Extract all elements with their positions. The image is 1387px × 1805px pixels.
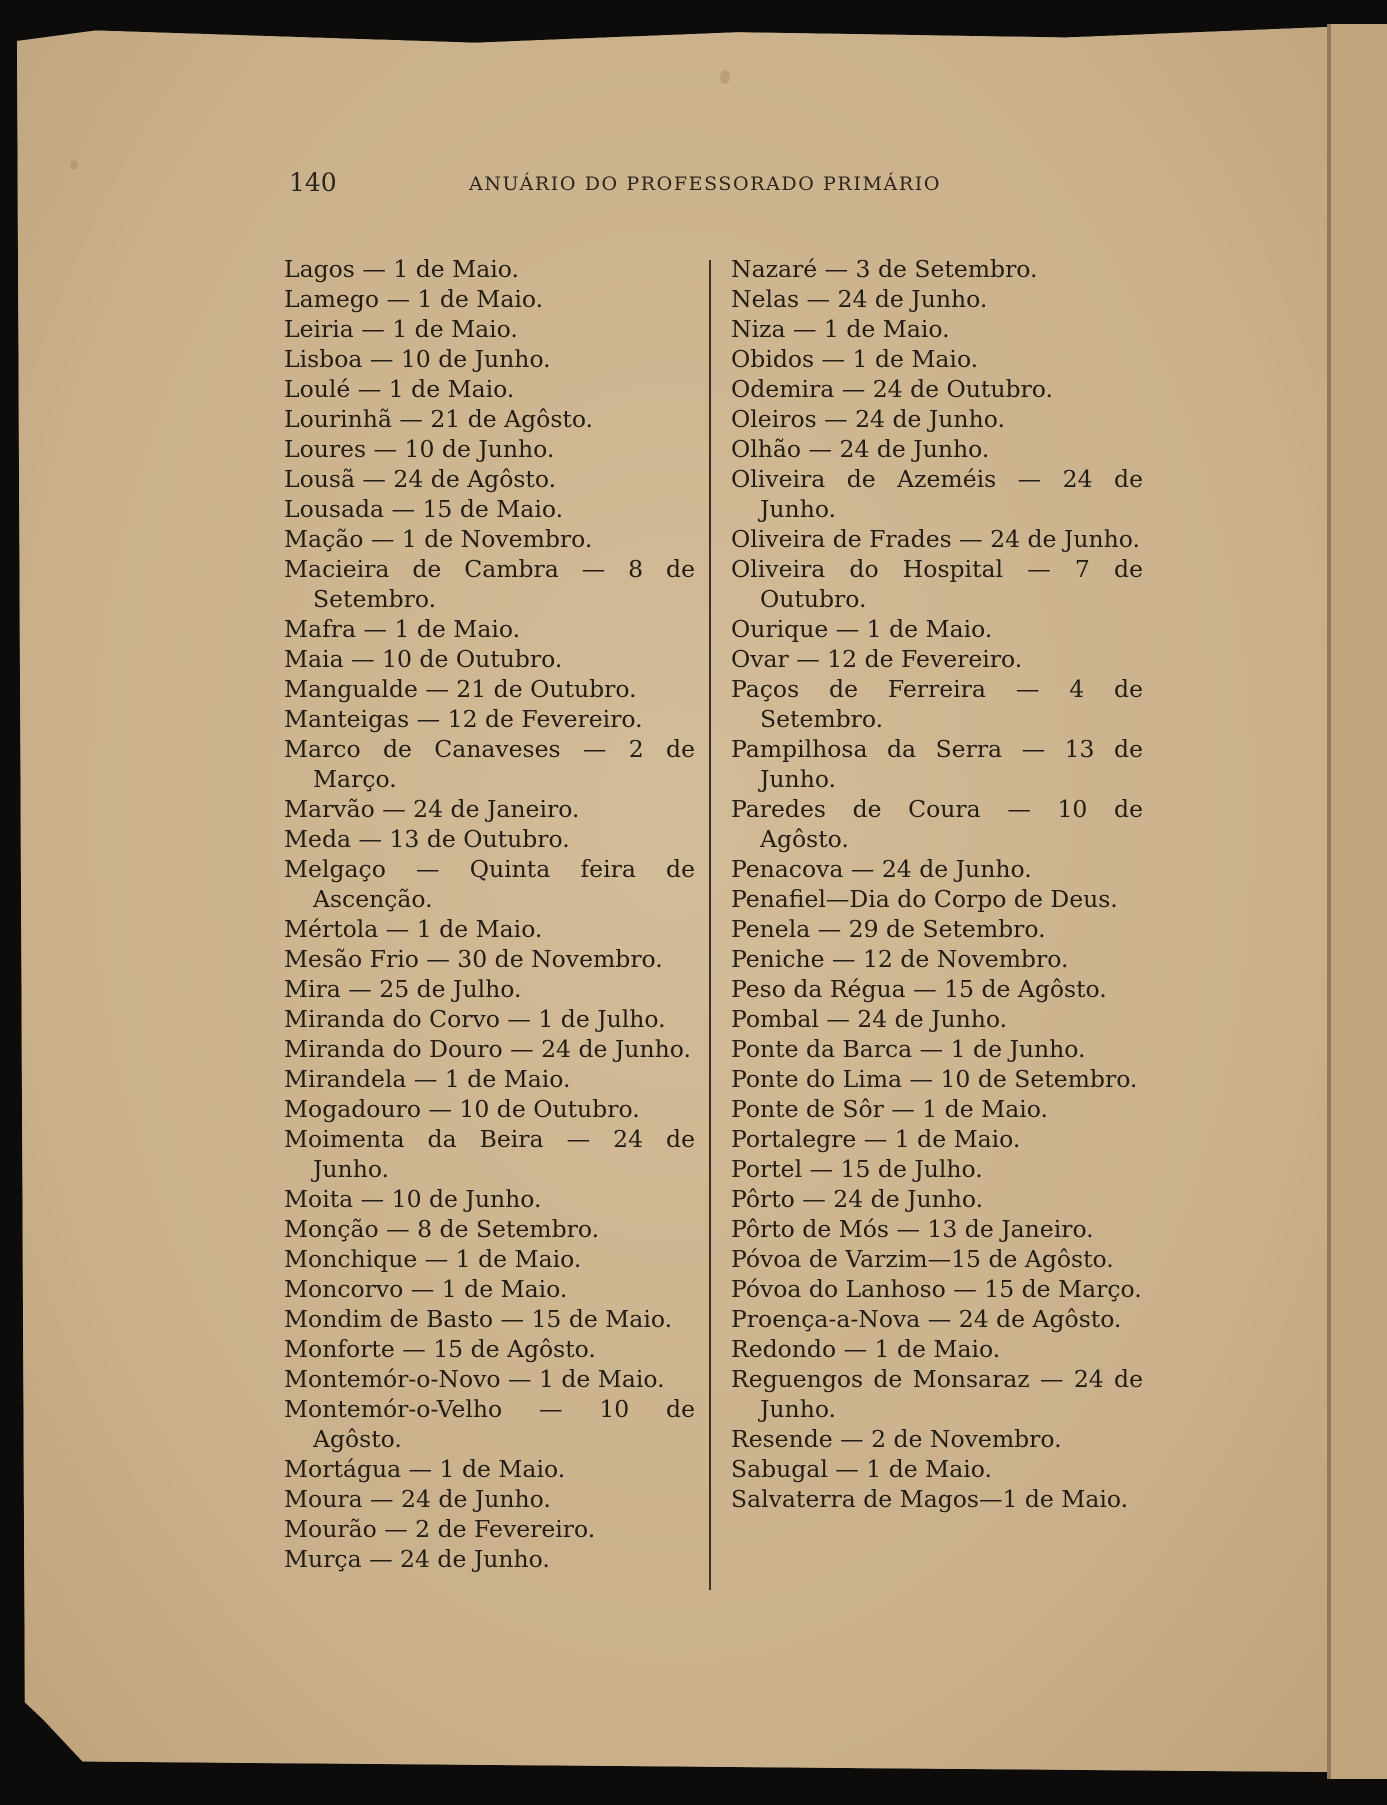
holiday-entry: Melgaço — Quinta feira de Ascenção. bbox=[284, 855, 695, 913]
holiday-entry: Ovar — 12 de Fevereiro. bbox=[731, 645, 1023, 673]
holiday-entry: Mogadouro — 10 de Outubro. bbox=[284, 1095, 640, 1123]
holiday-entry: Lousada — 15 de Maio. bbox=[284, 495, 564, 523]
holiday-entry: Lagos — 1 de Maio. bbox=[284, 255, 519, 283]
holiday-entry: Oliveira de Azeméis — 24 de Junho. bbox=[731, 465, 1143, 523]
holiday-entry: Mirandela — 1 de Maio. bbox=[284, 1065, 571, 1093]
running-title: ANUÁRIO DO PROFESSORADO PRIMÁRIO bbox=[469, 173, 942, 195]
holiday-entry: Ourique — 1 de Maio. bbox=[731, 615, 993, 643]
holiday-entry: Nelas — 24 de Junho. bbox=[731, 285, 988, 313]
holiday-entry: Murça — 24 de Junho. bbox=[284, 1545, 550, 1573]
holiday-entry: Monção — 8 de Setembro. bbox=[284, 1215, 600, 1243]
holiday-entry: Monforte — 15 de Agôsto. bbox=[284, 1335, 596, 1363]
holiday-entry: Paços de Ferreira — 4 de Setembro. bbox=[731, 675, 1143, 733]
holiday-entry: Ponte da Barca — 1 de Junho. bbox=[731, 1035, 1086, 1063]
holiday-entry: Peso da Régua — 15 de Agôsto. bbox=[731, 975, 1107, 1003]
holiday-entry: Miranda do Corvo — 1 de Julho. bbox=[284, 1005, 666, 1033]
holiday-entry: Miranda do Douro — 24 de Junho. bbox=[284, 1035, 691, 1063]
holiday-entry: Monchique — 1 de Maio. bbox=[284, 1245, 582, 1273]
holiday-entry: Mangualde — 21 de Outubro. bbox=[284, 675, 637, 703]
holiday-entry: Marvão — 24 de Janeiro. bbox=[284, 795, 580, 823]
holiday-entry: Póvoa do Lanhoso — 15 de Março. bbox=[731, 1275, 1142, 1303]
holiday-entry: Portalegre — 1 de Maio. bbox=[731, 1125, 1021, 1153]
holiday-entry: Olhão — 24 de Junho. bbox=[731, 435, 990, 463]
holiday-entry: Niza — 1 de Maio. bbox=[731, 315, 950, 343]
holiday-entry: Pampilhosa da Serra — 13 de Junho. bbox=[731, 735, 1143, 793]
holiday-entry: Reguengos de Monsaraz — 24 de Junho. bbox=[731, 1365, 1143, 1423]
holiday-entry: Manteigas — 12 de Fevereiro. bbox=[284, 705, 643, 733]
holiday-entry: Obidos — 1 de Maio. bbox=[731, 345, 979, 373]
holiday-list-right-column bbox=[731, 254, 1143, 1514]
paper-stain bbox=[720, 70, 730, 84]
holiday-entry: Loulé — 1 de Maio. bbox=[284, 375, 515, 403]
holiday-entry: Nazaré — 3 de Setembro. bbox=[731, 255, 1038, 283]
holiday-entry: Ponte do Lima — 10 de Setembro. bbox=[731, 1065, 1138, 1093]
holiday-entry: Mação — 1 de Novembro. bbox=[284, 525, 593, 553]
holiday-entry: Redondo — 1 de Maio. bbox=[731, 1335, 1001, 1363]
holiday-entry: Portel — 15 de Julho. bbox=[731, 1155, 983, 1183]
holiday-entry: Oliveira do Hospital — 7 de Outubro. bbox=[731, 555, 1143, 613]
holiday-entry: Lourinhã — 21 de Agôsto. bbox=[284, 405, 594, 433]
holiday-entry: Moncorvo — 1 de Maio. bbox=[284, 1275, 568, 1303]
holiday-entry: Montemór-o-Velho — 10 de Agôsto. bbox=[284, 1395, 695, 1453]
page-number: 140 bbox=[289, 168, 337, 197]
column-divider bbox=[709, 260, 711, 1590]
holiday-entry: Ponte de Sôr — 1 de Maio. bbox=[731, 1095, 1048, 1123]
holiday-entry: Resende — 2 de Novembro. bbox=[731, 1425, 1062, 1453]
holiday-entry: Mafra — 1 de Maio. bbox=[284, 615, 521, 643]
facing-page-edge bbox=[1331, 24, 1387, 1779]
holiday-entry: Peniche — 12 de Novembro. bbox=[731, 945, 1069, 973]
holiday-entry: Mira — 25 de Julho. bbox=[284, 975, 522, 1003]
holiday-entry: Loures — 10 de Junho. bbox=[284, 435, 555, 463]
holiday-entry: Lamego — 1 de Maio. bbox=[284, 285, 544, 313]
holiday-entry: Meda — 13 de Outubro. bbox=[284, 825, 570, 853]
holiday-entry: Mértola — 1 de Maio. bbox=[284, 915, 543, 943]
holiday-entry: Moura — 24 de Junho. bbox=[284, 1485, 551, 1513]
holiday-entry: Macieira de Cambra — 8 de Setembro. bbox=[284, 555, 695, 613]
holiday-entry: Penacova — 24 de Junho. bbox=[731, 855, 1032, 883]
holiday-entry: Sabugal — 1 de Maio. bbox=[731, 1455, 992, 1483]
running-head bbox=[0, 168, 1387, 198]
holiday-entry: Salvaterra de Magos—1 de Maio. bbox=[731, 1485, 1129, 1513]
holiday-entry: Mondim de Basto — 15 de Maio. bbox=[284, 1305, 673, 1333]
holiday-entry: Odemira — 24 de Outubro. bbox=[731, 375, 1053, 403]
holiday-entry: Mesão Frio — 30 de Novembro. bbox=[284, 945, 663, 973]
holiday-entry: Penafiel—Dia do Corpo de Deus. bbox=[731, 885, 1118, 913]
holiday-entry: Maia — 10 de Outubro. bbox=[284, 645, 563, 673]
holiday-entry: Lousã — 24 de Agôsto. bbox=[284, 465, 557, 493]
holiday-entry: Moita — 10 de Junho. bbox=[284, 1185, 542, 1213]
holiday-entry: Marco de Canaveses — 2 de Março. bbox=[284, 735, 695, 793]
holiday-entry: Montemór-o-Novo — 1 de Maio. bbox=[284, 1365, 665, 1393]
holiday-entry: Moimenta da Beira — 24 de Junho. bbox=[284, 1125, 695, 1183]
holiday-entry: Pôrto — 24 de Junho. bbox=[731, 1185, 984, 1213]
holiday-entry: Póvoa de Varzim—15 de Agôsto. bbox=[731, 1245, 1114, 1273]
holiday-entry: Penela — 29 de Setembro. bbox=[731, 915, 1046, 943]
holiday-entry: Proença-a-Nova — 24 de Agôsto. bbox=[731, 1305, 1122, 1333]
holiday-entry: Pôrto de Mós — 13 de Janeiro. bbox=[731, 1215, 1094, 1243]
holiday-entry: Mourão — 2 de Fevereiro. bbox=[284, 1515, 596, 1543]
holiday-entry: Pombal — 24 de Junho. bbox=[731, 1005, 1008, 1033]
holiday-entry: Lisboa — 10 de Junho. bbox=[284, 345, 551, 373]
holiday-entry: Oleiros — 24 de Junho. bbox=[731, 405, 1005, 433]
holiday-entry: Leiria — 1 de Maio. bbox=[284, 315, 518, 343]
holiday-list-left-column bbox=[284, 254, 695, 1574]
holiday-entry: Mortágua — 1 de Maio. bbox=[284, 1455, 566, 1483]
holiday-entry: Paredes de Coura — 10 de Agôsto. bbox=[731, 795, 1143, 853]
holiday-entry: Oliveira de Frades — 24 de Junho. bbox=[731, 525, 1140, 553]
